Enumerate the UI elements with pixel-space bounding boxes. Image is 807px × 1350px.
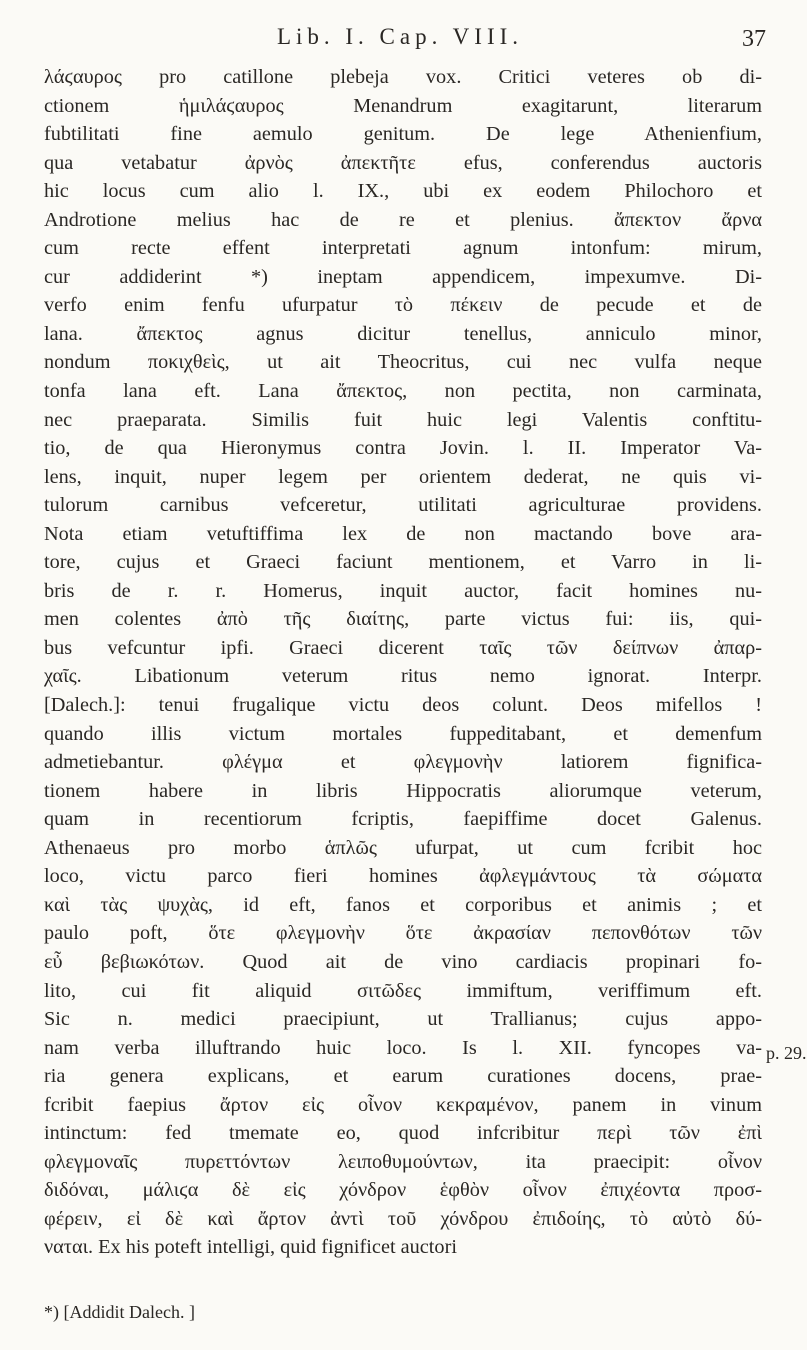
running-head: Lib. I. Cap. VIII. — [276, 24, 524, 49]
text-line: intinctum: fed tmemate eo, quod infcribitur περὶ τῶν ἐπὶ — [44, 1122, 762, 1145]
footnote: *) [Addidit Dalech. ] — [44, 1302, 195, 1322]
text-line: verfo enim fenfu ufurpatur τὸ πέκειν de pecude et de — [44, 294, 762, 317]
text-line: Androtione melius hac de re et plenius. ἄπεκτον ἄρνα — [44, 208, 762, 231]
text-line: lito, cui fit aliquid σιτῶδες immiftum, veriffimum eft. — [44, 979, 762, 1002]
text-line: καὶ τὰς ψυχὰς, id eft, fanos et corporibus et animis ; et — [44, 893, 762, 916]
text-line: [Dalech.]: tenui frugalique victu deos colunt. Deos mifellos ! — [44, 694, 762, 717]
text-line: lens, inquit, nuper legem per orientem dederat, ne quis vi- — [44, 465, 762, 488]
text-line: fcribit faepius ἄρτον εἰς οἶνον κεκραμένον, panem in vinum — [44, 1093, 762, 1116]
text-line: tionem habere in libris Hippocratis aliorumque veterum, — [44, 779, 762, 802]
text-line: Athenaeus pro morbo ἁπλῶς ufurpat, ut cum fcribit hoc — [44, 836, 762, 859]
text-line: tio, de qua Hieronymus contra Jovin. l. II. Imperator Va- — [44, 437, 762, 460]
text-line: bris de r. r. Homerus, inquit auctor, facit homines nu- — [44, 579, 762, 602]
text-line: ctionem ἡμιλάϛαυρος Menandrum exagitarunt, literarum — [44, 94, 762, 117]
text-line: bus vefcuntur ipfi. Graeci dicerent ταῖς τῶν δείπνων ἀπαρ- — [44, 636, 762, 659]
text-line: admetiebantur. φλέγμα et φλεγμονὴν latiorem fignifica- — [44, 751, 762, 774]
text-line: Sic n. medici praecipiunt, ut Trallianus; cujus appo- — [44, 1008, 762, 1031]
text-line: ναται. Ex his poteft intelligi, quid fignificet auctori — [44, 1236, 457, 1259]
text-line: tonfa lana eft. Lana ἄπεκτος, non pectita, non carminata, — [44, 380, 762, 403]
text-line: Nota etiam vetuftiffima lex de non mactando bove ara- — [44, 522, 762, 545]
text-line: loco, victu parco fieri homines ἀφλεγμάντους τὰ σώματα — [44, 865, 762, 888]
text-line: φέρειν, εἰ δὲ καὶ ἄρτον ἀντὶ τοῦ χόνδρου ἐπιδοίης, τὸ αὐτὸ δύ- — [44, 1207, 762, 1230]
commentary-text — [44, 63, 762, 1262]
text-line: cur addiderint *) ineptam appendicem, impexumve. Di- — [44, 265, 762, 288]
text-line: εὖ βεβιωκότων. Quod ait de vino cardiacis propinari fo- — [44, 950, 762, 973]
page-header — [0, 10, 800, 60]
text-line: tulorum carnibus vefceretur, utilitati agriculturae providens. — [44, 494, 762, 517]
margin-page-reference: p. 29. — [766, 1043, 807, 1063]
text-line: qua vetabatur ἀρνὸς ἀπεκτῆτε efus, conferendus auctoris — [44, 151, 762, 174]
page-number: 37 — [742, 26, 766, 52]
text-line: men colentes ἀπὸ τῆς διαίτης, parte victus fui: iis, qui- — [44, 608, 762, 631]
text-line: λάϛαυρος pro catillone plebeja vox. Critici veteres ob di- — [44, 66, 762, 88]
text-line: tore, cujus et Graeci faciunt mentionem, et Varro in li- — [44, 551, 762, 574]
text-line: fubtilitati fine aemulo genitum. De lege Athenienfium, — [44, 123, 762, 146]
text-line: cum recte effent interpretati agnum intonfum: mirum, — [44, 237, 762, 260]
text-line: hic locus cum alio l. IX., ubi ex eodem Philochoro et — [44, 180, 762, 203]
text-line: lana. ἄπεκτος agnus dicitur tenellus, anniculo minor, — [44, 322, 762, 345]
text-line: quam in recentiorum fcriptis, faepiffime docet Galenus. — [44, 808, 762, 831]
text-line: quando illis victum mortales fuppeditabant, et demenfum — [44, 722, 762, 745]
text-line: ria genera explicans, et earum curationes docens, prae- — [44, 1065, 762, 1088]
text-line: διδόναι, μάλιϛα δὲ εἰς χόνδρον ἑφθὸν οἶνον ἐπιχέοντα προσ- — [44, 1179, 762, 1202]
text-line: χαῖς. Libationum veterum ritus nemo ignorat. Interpr. — [44, 665, 762, 688]
text-line: φλεγμοναῖς πυρεττόντων λειποθυμούντων, ita praecipit: οἶνον — [44, 1150, 762, 1173]
text-line: nam verba illuftrando huic loco. Is l. XII. fyncopes va- — [44, 1036, 762, 1059]
text-line: paulo poft, ὅτε φλεγμονὴν ὅτε ἀκρασίαν πεπονθότων τῶν — [44, 922, 762, 945]
text-line: nec praeparata. Similis fuit huic legi Valentis conftitu- — [44, 408, 762, 431]
text-line: nondum ποκιχθεὶς, ut ait Theocritus, cui nec vulfa neque — [44, 351, 762, 374]
